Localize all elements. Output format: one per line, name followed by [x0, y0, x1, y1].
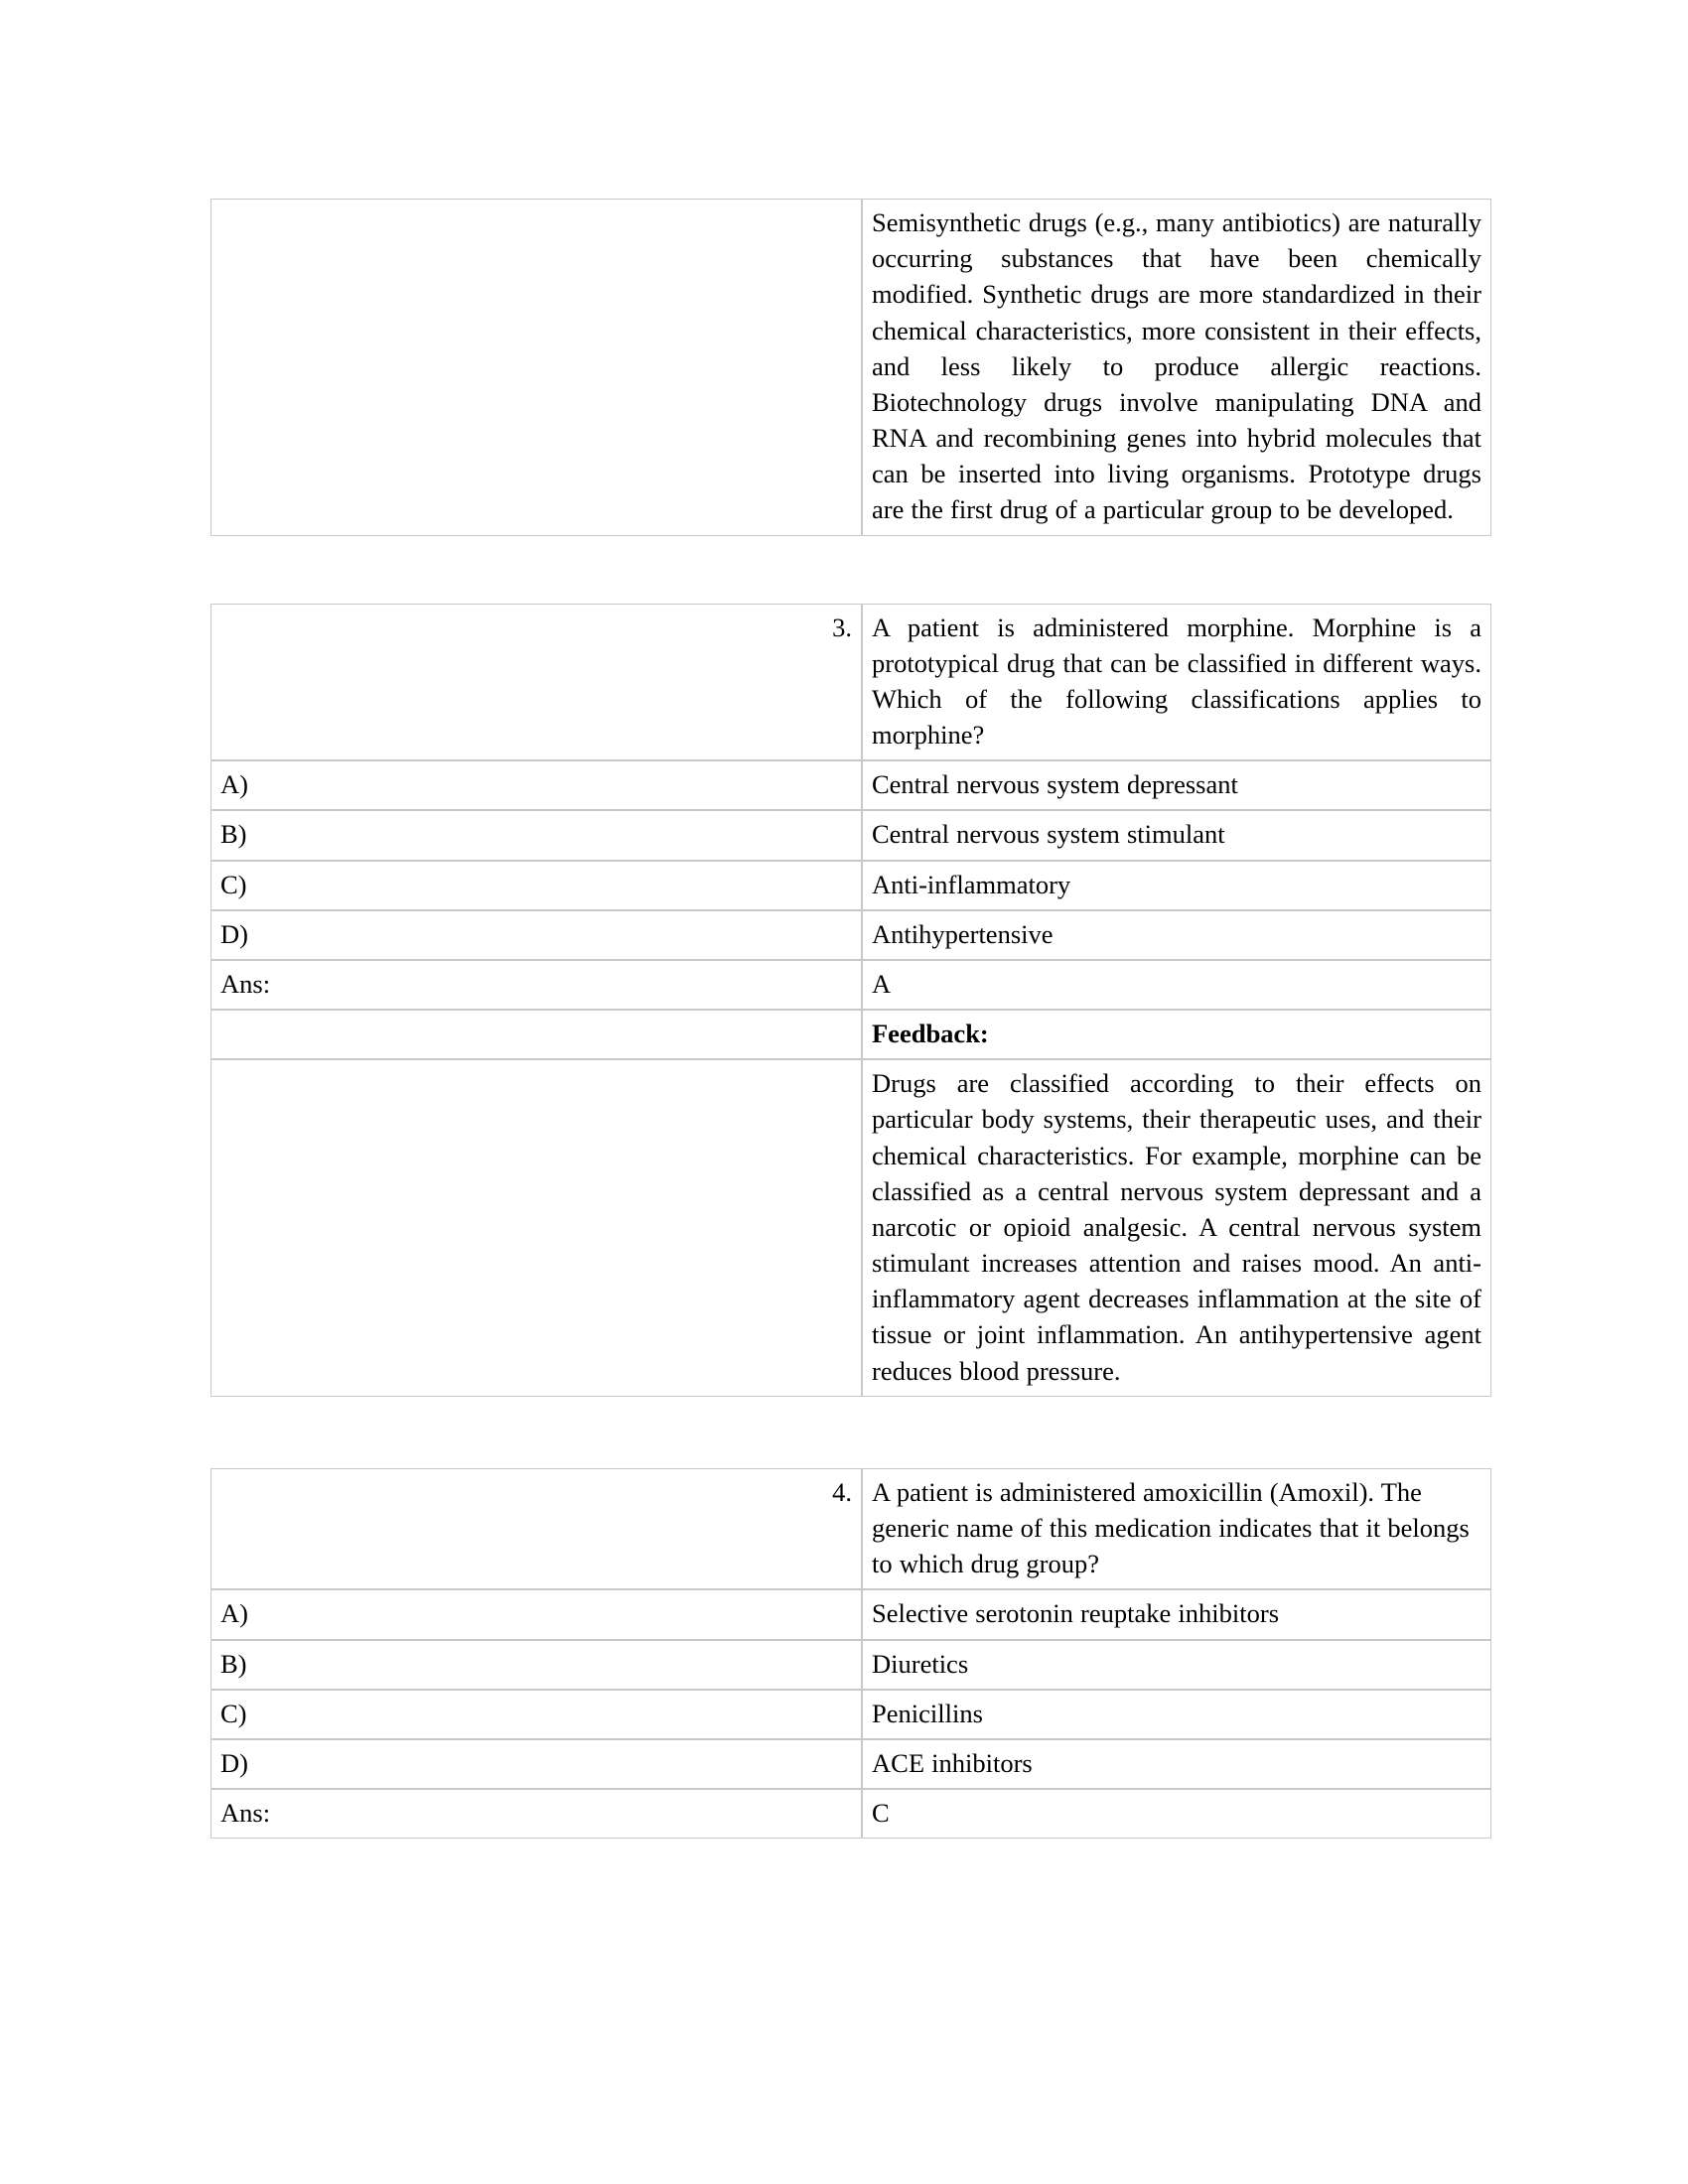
question-3-option-c-label: C): [211, 861, 862, 910]
question-4-answer-label: Ans:: [211, 1789, 862, 1839]
empty-left-cell: [211, 199, 862, 536]
question-3-feedback-text: Drugs are classified according to their effects on particular body systems, their therapeutic uses, and their chemical characteristics. For example, morphine can be classified as a central nervous system depressant and a narcotic or opioid analgesic. A central nervous system stimulant increases attention and raises mood. An anti-inflammatory agent decreases inflammation at the site of tissue or joint inflammation. An antihypertensive agent reduces blood pressure.: [872, 1068, 1481, 1386]
empty-left-cell: [211, 1010, 862, 1059]
table-row[interactable]: [211, 810, 1491, 860]
question-3-stem-text: A patient is administered morphine. Morphine is a prototypical drug that can be classified in different ways. Which of the following classifications applies to morphine?: [872, 612, 1481, 751]
question-3-option-a-text: Central nervous system depressant: [862, 760, 1491, 810]
question-4-option-c-label: C): [211, 1690, 862, 1739]
question-4-option-a-text: Selective serotonin reuptake inhibitors: [862, 1589, 1491, 1639]
question-4-stem-text: A patient is administered amoxicillin (Amoxil). The generic name of this medication indicates that it belongs to which drug group?: [872, 1476, 1470, 1579]
question-3-option-b-text: Central nervous system stimulant: [862, 810, 1491, 860]
question-4-answer-value: C: [862, 1789, 1491, 1839]
question-4-option-d-text: ACE inhibitors: [862, 1739, 1491, 1789]
question-4-option-c-text: Penicillins: [862, 1690, 1491, 1739]
question-3-answer-value: A: [862, 960, 1491, 1010]
question-4-option-b-label: B): [211, 1640, 862, 1690]
question-3-option-b-label: B): [211, 810, 862, 860]
feedback-continuation-cell: [862, 199, 1491, 536]
question-3-number: 3.: [211, 604, 862, 761]
table-row[interactable]: [211, 760, 1491, 810]
table-row[interactable]: [211, 1589, 1491, 1639]
question-3-option-c-text: Anti-inflammatory: [862, 861, 1491, 910]
question-3-feedback-label-cell: [862, 1010, 1491, 1059]
question-4-number: 4.: [211, 1468, 862, 1590]
question-3-feedback-cell: [862, 1059, 1491, 1397]
table-row[interactable]: [211, 910, 1491, 960]
feedback-text-row: [211, 1059, 1491, 1397]
table-row[interactable]: [211, 1690, 1491, 1739]
question-3-stem-cell: [862, 604, 1491, 761]
question-4-option-b-text: Diuretics: [862, 1640, 1491, 1690]
block-spacer: [211, 536, 1452, 604]
table-row[interactable]: [211, 1739, 1491, 1789]
question-3-option-d-text: Antihypertensive: [862, 910, 1491, 960]
document-content: [211, 199, 1481, 1839]
question-3-answer-label: Ans:: [211, 960, 862, 1010]
table-row[interactable]: [211, 861, 1491, 910]
question-4-table: [211, 1468, 1491, 1839]
answer-row: [211, 960, 1491, 1010]
feedback-continuation-text: Semisynthetic drugs (e.g., many antibiotics) are naturally occurring substances that have been chemically modified. Synthetic drugs are more standardized in their chemical characteristics, more consistent in their effects, and less likely to produce allergic reactions. Biotechnology drugs involve manipulating DNA and RNA and recombining genes into hybrid molecules that can be inserted into living organisms. Prototype drugs are the first drug of a particular group to be developed.: [872, 207, 1481, 525]
question-4-stem-cell: [862, 1468, 1491, 1590]
question-3-option-d-label: D): [211, 910, 862, 960]
question-4-option-d-label: D): [211, 1739, 862, 1789]
table-row[interactable]: [211, 1640, 1491, 1690]
feedback-label-row: [211, 1010, 1491, 1059]
feedback-label: Feedback:: [872, 1019, 989, 1049]
question-4-option-a-label: A): [211, 1589, 862, 1639]
empty-left-cell: [211, 1059, 862, 1397]
table-row: [211, 199, 1491, 536]
question-3-option-a-label: A): [211, 760, 862, 810]
question-stem-row: [211, 604, 1491, 761]
answer-row: [211, 1789, 1491, 1839]
block-spacer: [211, 1397, 1452, 1468]
question-3-table: [211, 604, 1491, 1397]
question-stem-row: [211, 1468, 1491, 1590]
feedback-continuation-table: [211, 199, 1491, 536]
